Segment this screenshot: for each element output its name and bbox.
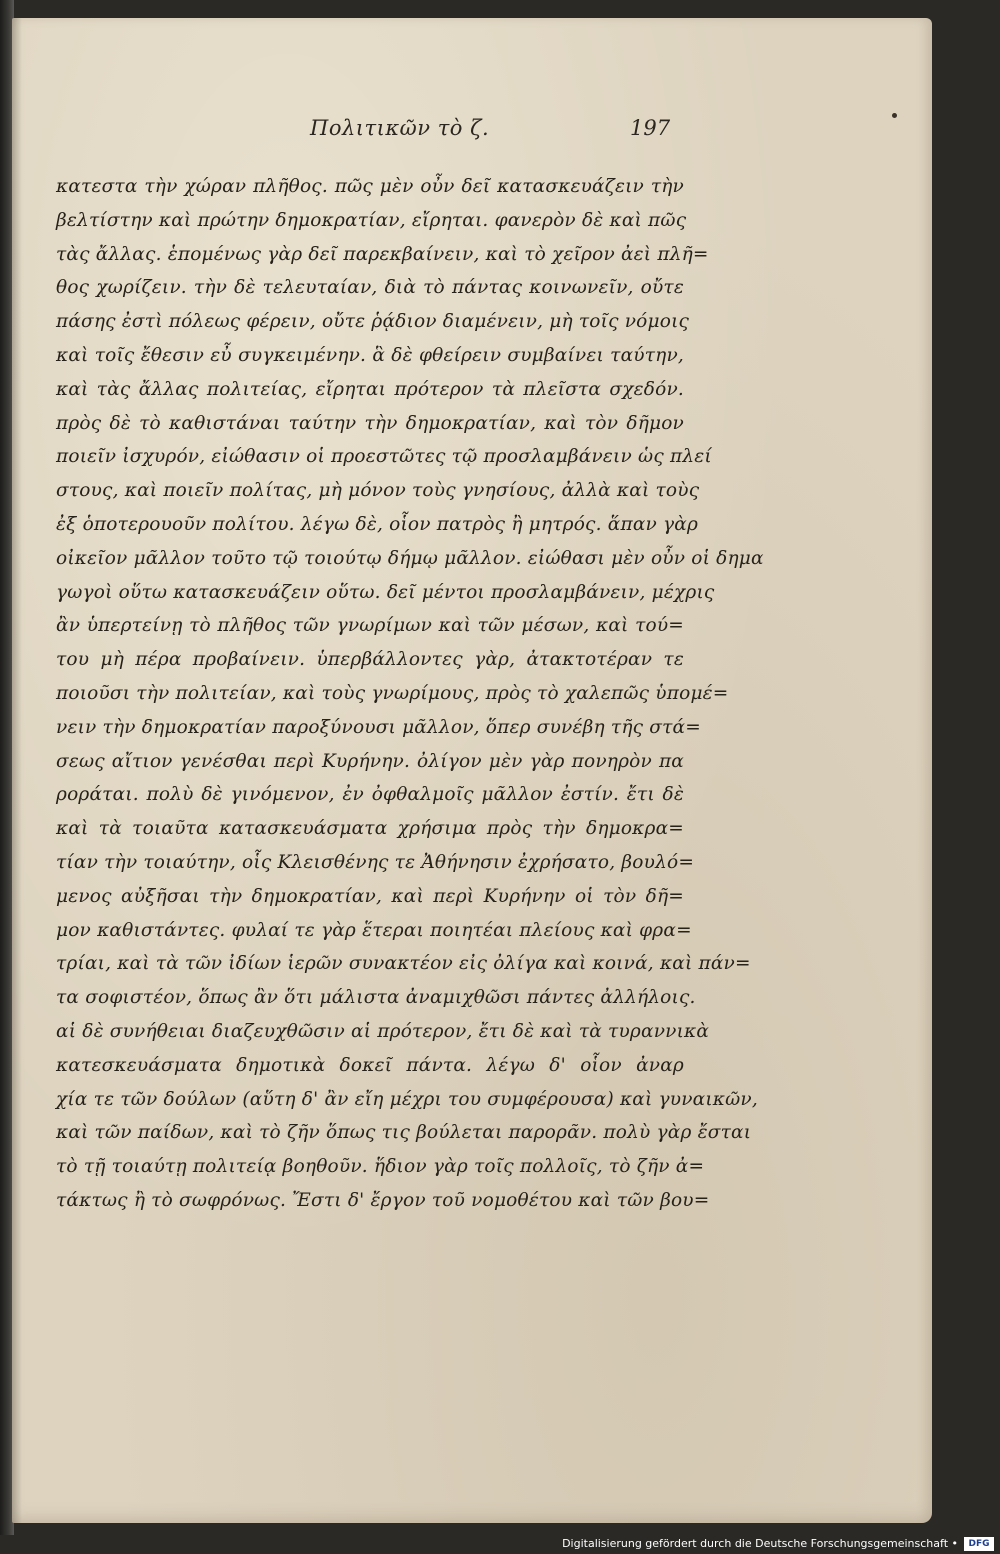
text-line: μενος αὐξῆσαι τὴν δημοκρατίαν, καὶ περὶ Κυρήνην οἱ τὸν δῆ= (56, 885, 684, 907)
text-line: αἱ δὲ συνήθειαι διαζευχθῶσιν αἱ πρότερον, ἔτι δὲ καὶ τὰ τυραννικὰ (56, 1020, 710, 1042)
dfg-logo: DFG (964, 1537, 994, 1551)
book-page (12, 18, 932, 1523)
text-line: τα σοφιστέον, ὅπως ἂν ὅτι μάλιστα ἀναμιχθῶσι πάντες ἀλλήλοις. (56, 987, 696, 1009)
text-line: καὶ τὰς ἄλλας πολιτείας, εἴρηται πρότερον τὰ πλεῖστα σχεδόν. (56, 378, 684, 400)
text-line: κατεστα τὴν χώραν πλῆθος. πῶς μὲν οὖν δεῖ κατασκευάζειν τὴν (56, 176, 684, 197)
text-line: σεως αἴτιον γενέσθαι περὶ Κυρήνην. ὀλίγον μὲν γὰρ πονηρὸν πα (56, 750, 684, 772)
running-head: Πολιτικῶν τὸ ζ. (310, 116, 490, 140)
text-line: χία τε τῶν δούλων (αὕτη δ' ἂν εἴη μέχρι του συμφέρουσα) καὶ γυναικῶν, (56, 1088, 758, 1110)
text-line: πρὸς δὲ τὸ καθιστάναι ταύτην τὴν δημοκρατίαν, καὶ τὸν δῆμον (56, 412, 684, 434)
text-line: ποιοῦσι τὴν πολιτείαν, καὶ τοὺς γνωρίμους, πρὸς τὸ χαλεπῶς ὑπομέ= (56, 682, 729, 704)
text-line: κατεσκευάσματα δημοτικὰ δοκεῖ πάντα. λέγω δ' οἷον ἀναρ (56, 1054, 684, 1076)
text-line: ἂν ὑπερτείνῃ τὸ πλῆθος τῶν γνωρίμων καὶ τῶν μέσων, καὶ τού= (56, 615, 684, 637)
text-line: τὸ τῇ τοιαύτῃ πολιτείᾳ βοηθοῦν. ἥδιον γὰρ τοῖς πολλοῖς, τὸ ζῆν ἀ= (56, 1156, 705, 1178)
text-line: ροράται. πολὺ δὲ γινόμενον, ἐν ὀφθαλμοῖς μᾶλλον ἐστίν. ἔτι δὲ (56, 784, 684, 806)
text-line: καὶ τοῖς ἔθεσιν εὖ συγκειμένην. ἃ δὲ φθείρειν συμβαίνει ταύτην, (56, 344, 684, 366)
text-line: τάκτως ἢ τὸ σωφρόνως. Ἔστι δ' ἔργον τοῦ νομοθέτου καὶ τῶν βου= (56, 1189, 710, 1211)
page-header (12, 116, 932, 146)
text-line: θος χωρίζειν. τὴν δὲ τελευταίαν, διὰ τὸ πάντας κοινωνεῖν, οὔτε (56, 277, 684, 299)
text-line: καὶ τῶν παίδων, καὶ τὸ ζῆν ὅπως τις βούλεται παρορᾶν. πολὺ γὰρ ἔσται (56, 1122, 752, 1144)
text-line: καὶ τὰ τοιαῦτα κατασκευάσματα χρήσιμα πρὸς τὴν δημοκρα= (56, 818, 684, 840)
text-line: ἐξ ὁποτερουοῦν πολίτου. λέγω δὲ, οἷον πατρὸς ἢ μητρός. ἅπαν γὰρ (56, 513, 699, 535)
text-line: οἰκεῖον μᾶλλον τοῦτο τῷ τοιούτῳ δήμῳ μᾶλλον. εἰώθασι μὲν οὖν οἱ δημα (56, 547, 764, 569)
text-line: του μὴ πέρα προβαίνειν. ὑπερβάλλοντες γὰρ, ἀτακτοτέραν τε (56, 649, 684, 671)
ink-spot (892, 113, 897, 118)
text-line: τρίαι, καὶ τὰ τῶν ἰδίων ἱερῶν συνακτέον εἰς ὀλίγα καὶ κοινά, καὶ πάν= (56, 953, 751, 975)
text-line: τίαν τὴν τοιαύτην, οἷς Κλεισθένης τε Ἀθήνησιν ἐχρήσατο, βουλό= (56, 851, 695, 873)
text-line: βελτίστην καὶ πρώτην δημοκρατίαν, εἴρηται. φανερὸν δὲ καὶ πῶς (56, 209, 687, 231)
text-line: στους, καὶ ποιεῖν πολίτας, μὴ μόνον τοὺς γνησίους, ἀλλὰ καὶ τοὺς (56, 480, 700, 502)
text-line: ποιεῖν ἰσχυρόν, εἰώθασιν οἱ προεστῶτες τῷ προσλαμβάνειν ὡς πλεί (56, 446, 712, 468)
text-line: νειν τὴν δημοκρατίαν παροξύνουσι μᾶλλον, ὅπερ συνέβη τῆς στά= (56, 716, 701, 738)
text-line: μον καθιστάντες. φυλαί τε γὰρ ἕτεραι ποιητέαι πλείους καὶ φρα= (56, 919, 692, 941)
footer-bar (0, 1535, 1000, 1554)
body-text (56, 170, 764, 1218)
footer-credit: Digitalisierung gefördert durch die Deutsche Forschungsgemeinschaft • (562, 1537, 958, 1550)
text-line: τὰς ἄλλας. ἑπομένως γὰρ δεῖ παρεκβαίνειν, καὶ τὸ χεῖρον ἀεὶ πλῆ= (56, 243, 709, 265)
page-number: 197 (630, 116, 671, 140)
text-line: γωγοὶ οὕτω κατασκευάζειν οὕτω. δεῖ μέντοι προσλαμβάνειν, μέχρις (56, 581, 715, 603)
text-line: πάσης ἐστὶ πόλεως φέρειν, οὔτε ῥᾴδιον διαμένειν, μὴ τοῖς νόμοις (56, 311, 690, 333)
